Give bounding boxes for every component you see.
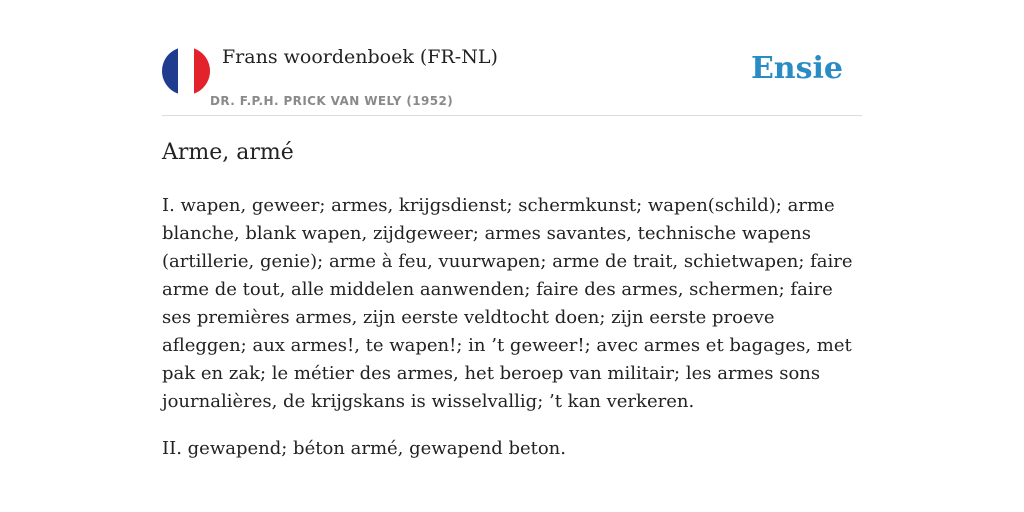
- dictionary-author: DR. F.P.H. PRICK VAN WELY (1952): [210, 94, 454, 108]
- ensie-logo[interactable]: Ensie: [750, 51, 843, 86]
- headword: Arme, armé: [162, 140, 294, 165]
- entry-container: [162, 0, 862, 459]
- dictionary-title-link[interactable]: Frans woordenboek (FR-NL): [222, 46, 498, 68]
- flag-stripe-white: [178, 47, 194, 95]
- definition-1: I. wapen, geweer; armes, krijgsdienst; schermkunst; wapen(schild); arme blanche, blank wapen, zijdgeweer; armes savantes, technische wapens (artillerie, genie); arme à feu, vuurwapen; arme de trait, schietwapen; faire arme de tout, alle middelen aanwenden; faire des armes, schermen; faire ses premières armes, zijn eerste veldtocht doen; zijn eerste proeve afleggen; aux armes!, te wapen!; in ’t geweer!; avec armes et bagages, met pak en zak; le métier des armes, het beroep van militair; les armes sons journalières, de krijgskans is wisselvallig; ’t kan verkeren.: [162, 195, 853, 412]
- flag-stripe-red: [194, 47, 210, 95]
- french-flag-icon: [162, 47, 210, 95]
- dictionary-header: [162, 0, 862, 116]
- definition-2: II. gewapend; béton armé, gewapend beton.: [162, 438, 566, 459]
- flag-stripe-blue: [162, 47, 178, 95]
